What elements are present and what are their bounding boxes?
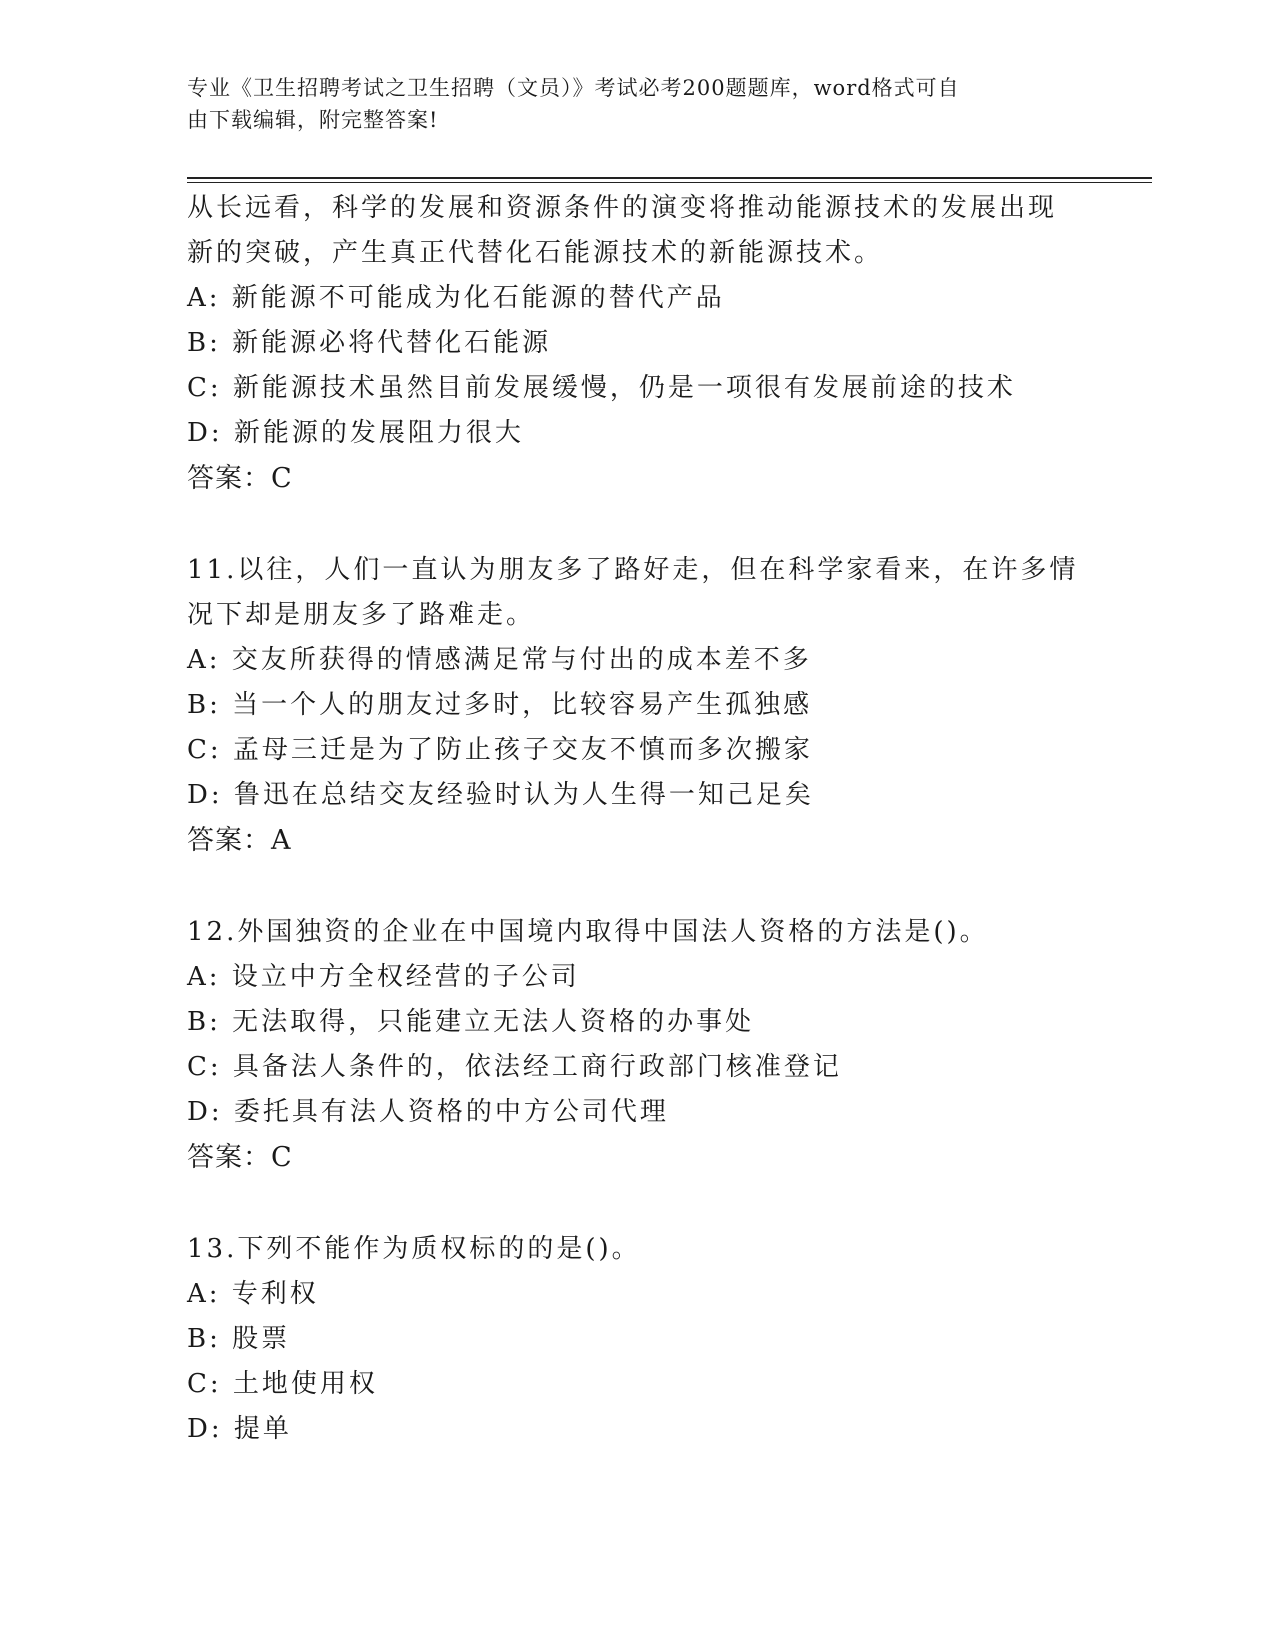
option-b: B: 当一个人的朋友过多时，比较容易产生孤独感 [187,690,813,720]
answer-label: 答案：C [187,463,293,494]
option-c: C: 具备法人条件的，依法经工商行政部门核准登记 [187,1052,842,1082]
question-12 [187,910,1087,1180]
option-d: D: 委托具有法人资格的中方公司代理 [187,1097,669,1127]
option-b: B: 股票 [187,1324,291,1354]
header-title-line-2: 由下载编辑，附完整答案! [187,108,439,132]
option-a: A: 专利权 [187,1279,319,1309]
document-header [187,72,1067,136]
option-b: B: 新能源必将代替化石能源 [187,328,552,358]
question-list [187,186,1087,1452]
option-a: A: 新能源不可能成为化石能源的替代产品 [187,283,725,313]
option-a: A: 交友所获得的情感满足常与付出的成本差不多 [187,645,812,675]
question-13 [187,1227,1087,1452]
option-a: A: 设立中方全权经营的子公司 [187,962,580,992]
question-stem: 况下却是朋友多了路难走。 [187,600,536,630]
question-stem: 12.外国独资的企业在中国境内取得中国法人资格的方法是()。 [187,917,989,947]
question-spacer [187,501,1087,548]
question-stem: 11.以往，人们一直认为朋友多了路好走，但在科学家看来，在许多情 [187,555,1079,585]
answer-label: 答案：C [187,1142,293,1173]
question-stem: 新的突破，产生真正代替化石能源技术的新能源技术。 [187,238,884,268]
option-d: D: 新能源的发展阻力很大 [187,418,524,448]
question-stem: 从长远看，科学的发展和资源条件的演变将推动能源技术的发展出现 [187,193,1058,223]
option-d: D: 提单 [187,1414,292,1444]
header-rule-thick [187,177,1152,179]
question-stem: 13.下列不能作为质权标的的是()。 [187,1234,641,1264]
option-b: B: 无法取得，只能建立无法人资格的办事处 [187,1007,755,1037]
answer-label: 答案：A [187,825,292,856]
option-c: C: 孟母三迁是为了防止孩子交友不慎而多次搬家 [187,735,813,765]
question-11 [187,548,1087,863]
option-c: C: 新能源技术虽然目前发展缓慢，仍是一项很有发展前途的技术 [187,373,1016,403]
question-spacer [187,1180,1087,1227]
option-d: D: 鲁迅在总结交友经验时认为人生得一知己足矣 [187,780,814,810]
header-rule-thin [187,182,1152,183]
header-title-line-1: 专业《卫生招聘考试之卫生招聘（文员）》考试必考200题题库，word格式可自 [187,76,960,100]
question-10 [187,186,1087,501]
question-spacer [187,863,1087,910]
option-c: C: 土地使用权 [187,1369,378,1399]
